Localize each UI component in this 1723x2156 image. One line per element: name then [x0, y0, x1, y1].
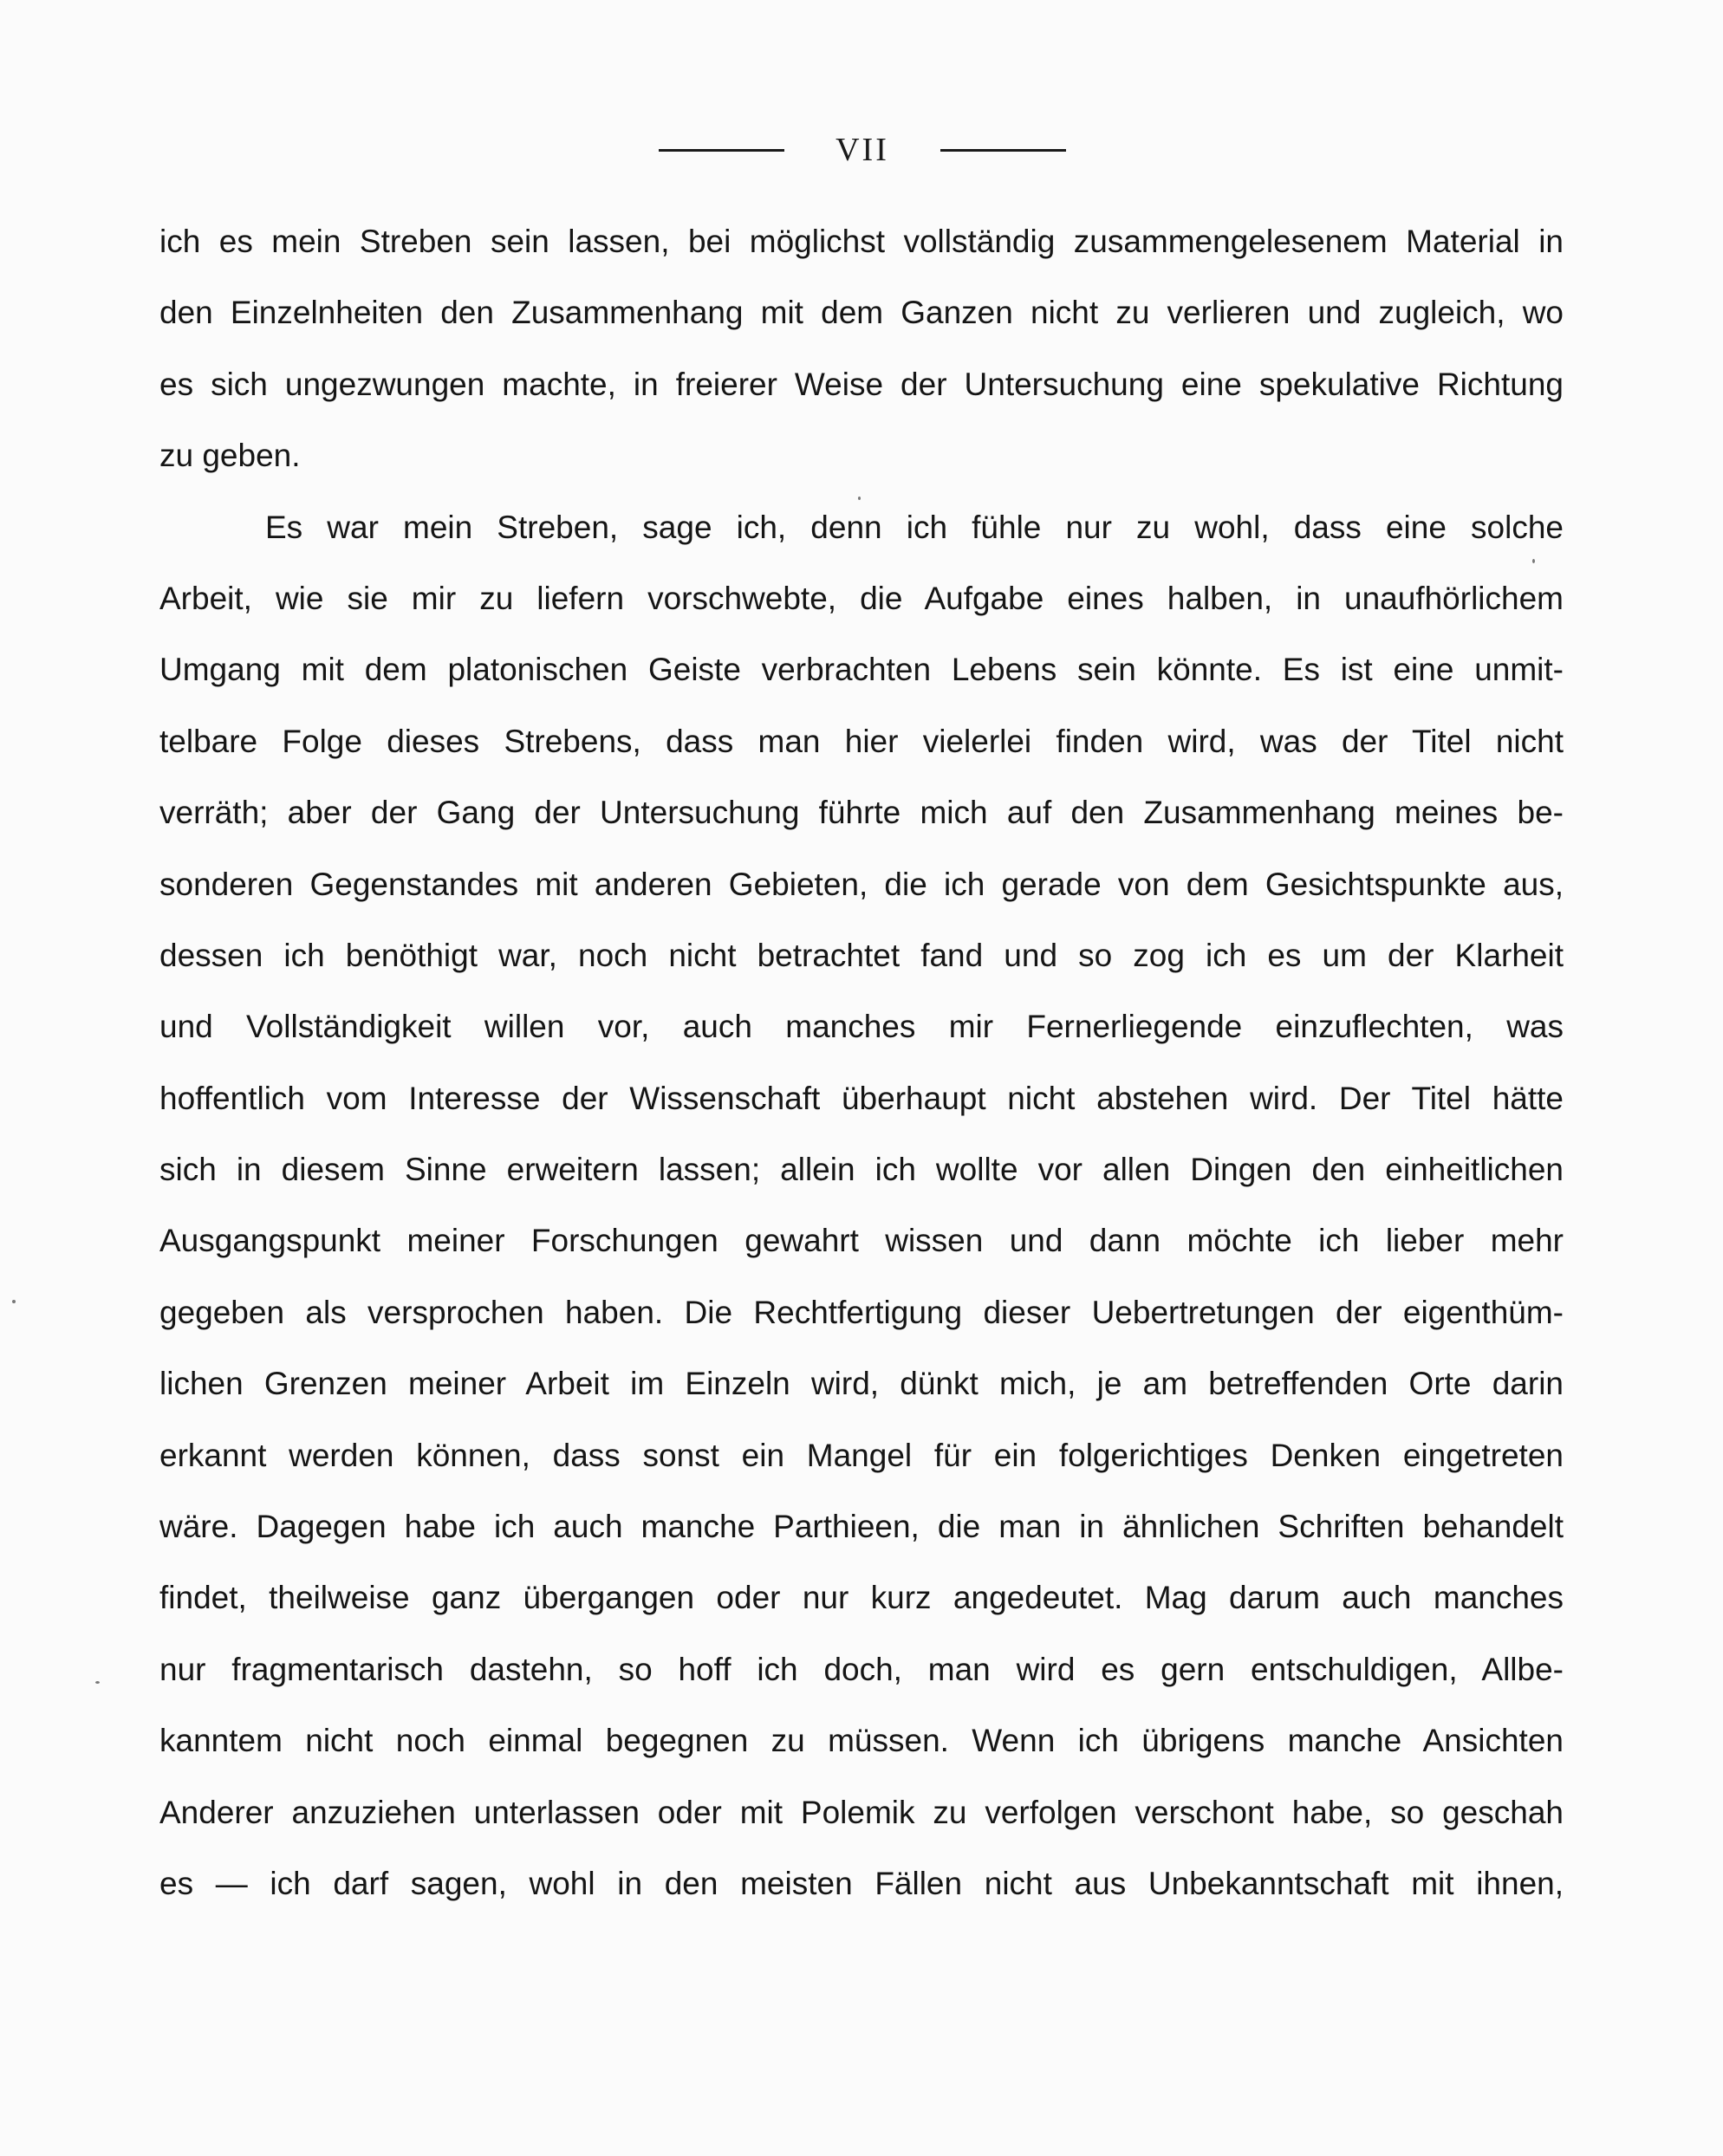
text-line: Es war mein Streben, sage ich, denn ich fühle nur zu wohl, dass eine solche [265, 509, 1564, 545]
text-line: Umgang mit dem platonischen Geiste verbrachten Lebens sein könnte. Es ist eine unmit- [159, 652, 1564, 688]
text-line: Arbeit, wie sie mir zu liefern vorschwebte, die Aufgabe eines halben, in unaufhörlichem [159, 580, 1564, 616]
text-line: es — ich darf sagen, wohl in den meisten Fällen nicht aus Unbekanntschaft mit ihnen, [159, 1865, 1564, 1901]
text-line: lichen Grenzen meiner Arbeit im Einzeln wird, dünkt mich, je am betreffenden Orte darin [159, 1366, 1564, 1402]
text-line: findet, theilweise ganz übergangen oder nur kurz angedeutet. Mag darum auch manches [159, 1580, 1564, 1616]
header-rule-right [940, 149, 1066, 152]
text-line: gegeben als versprochen haben. Die Rechtfertigung dieser Uebertretungen der eigenthüm- [159, 1294, 1564, 1330]
paper-speck [12, 1300, 16, 1303]
text-line: Anderer anzuziehen unterlassen oder mit Polemik zu verfolgen verschont habe, so geschah [159, 1794, 1564, 1830]
text-line: den Einzelnheiten den Zusammenhang mit dem Ganzen nicht zu verlieren und zugleich, wo [159, 295, 1564, 331]
text-line: Ausgangspunkt meiner Forschungen gewahrt wissen und dann möchte ich lieber mehr [159, 1223, 1564, 1259]
text-line: kanntem nicht noch einmal begegnen zu müssen. Wenn ich übrigens manche Ansichten [159, 1723, 1564, 1759]
text-line: ich es mein Streben sein lassen, bei möglichst vollständig zusammengelesenem Material in [159, 224, 1564, 259]
header-rule-left [659, 149, 784, 152]
text-line: sonderen Gegenstandes mit anderen Gebieten, die ich gerade von dem Gesichtspunkte aus, [159, 866, 1564, 902]
text-line: erkannt werden können, dass sonst ein Mangel für ein folgerichtiges Denken eingetreten [159, 1437, 1564, 1473]
text-line: es sich ungezwungen machte, in freierer Weise der Untersuchung eine spekulative Richtung [159, 366, 1564, 402]
paper-speck [1532, 559, 1535, 563]
text-line: hoffentlich vom Interesse der Wissenschaft überhaupt nicht abstehen wird. Der Titel hätte [159, 1080, 1564, 1116]
page-header [659, 128, 1066, 172]
page-number: VII [835, 132, 889, 168]
text-line: telbare Folge dieses Strebens, dass man hier vielerlei finden wird, was der Titel nicht [159, 723, 1564, 759]
text-line: verräth; aber der Gang der Untersuchung führte mich auf den Zusammenhang meines be- [159, 795, 1564, 831]
text-line: dessen ich benöthigt war, noch nicht betrachtet fand und so zog ich es um der Klarheit [159, 937, 1564, 973]
body-text [159, 206, 1564, 1919]
text-line: und Vollständigkeit willen vor, auch manches mir Fernerliegende einzuflechten, was [159, 1009, 1564, 1045]
paper-speck [858, 497, 861, 500]
text-line: wäre. Dagegen habe ich auch manche Parthieen, die man in ähnlichen Schriften behandelt [159, 1509, 1564, 1545]
text-line: zu geben. [159, 438, 301, 474]
text-line: sich in diesem Sinne erweitern lassen; allein ich wollte vor allen Dingen den einheitlichen [159, 1152, 1564, 1188]
paper-speck [95, 1681, 100, 1684]
text-line: nur fragmentarisch dastehn, so hoff ich doch, man wird es gern entschuldigen, Allbe- [159, 1651, 1564, 1687]
